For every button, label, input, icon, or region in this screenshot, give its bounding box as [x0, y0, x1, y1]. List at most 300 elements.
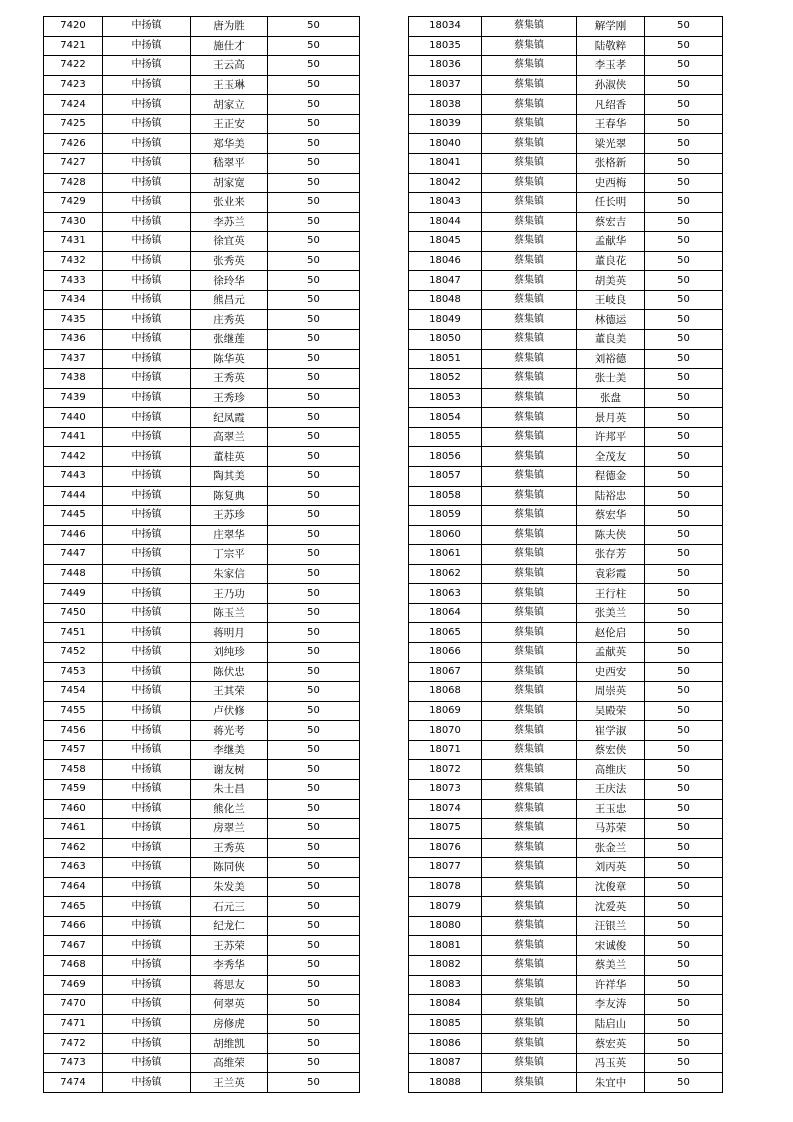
table-row — [44, 75, 360, 95]
town-cell: 中扬镇 — [103, 740, 191, 760]
town-cell: 蔡集镇 — [482, 408, 577, 428]
amount-cell: 50 — [645, 760, 723, 780]
table-row — [409, 1014, 723, 1034]
name-cell: 宋诚俊 — [577, 936, 645, 956]
town-cell: 蔡集镇 — [482, 17, 577, 37]
table-row — [44, 369, 360, 389]
row-id-cell: 18077 — [409, 858, 482, 878]
table-row — [409, 916, 723, 936]
town-cell: 蔡集镇 — [482, 1073, 577, 1093]
name-cell: 史西安 — [577, 662, 645, 682]
table-row — [409, 564, 723, 584]
row-id-cell: 7420 — [44, 17, 103, 37]
amount-cell: 50 — [645, 408, 723, 428]
name-cell: 张业来 — [191, 193, 268, 213]
name-cell: 张盘 — [577, 388, 645, 408]
amount-cell: 50 — [645, 1014, 723, 1034]
row-id-cell: 7468 — [44, 956, 103, 976]
name-cell: 沈爱英 — [577, 897, 645, 917]
amount-cell: 50 — [645, 916, 723, 936]
row-id-cell: 18040 — [409, 134, 482, 154]
table-row — [44, 17, 360, 37]
name-cell: 熊昌元 — [191, 290, 268, 310]
town-cell: 蔡集镇 — [482, 779, 577, 799]
name-cell: 董良美 — [577, 330, 645, 350]
town-cell: 中扬镇 — [103, 858, 191, 878]
amount-cell: 50 — [268, 643, 360, 663]
town-cell: 中扬镇 — [103, 643, 191, 663]
town-cell: 中扬镇 — [103, 408, 191, 428]
table-row — [409, 134, 723, 154]
row-id-cell: 18034 — [409, 17, 482, 37]
name-cell: 李玉孝 — [577, 56, 645, 76]
table-row — [44, 330, 360, 350]
row-id-cell: 18080 — [409, 916, 482, 936]
town-cell: 蔡集镇 — [482, 36, 577, 56]
name-cell: 蒋光考 — [191, 721, 268, 741]
town-cell: 中扬镇 — [103, 819, 191, 839]
row-id-cell: 18064 — [409, 603, 482, 623]
name-cell: 张格新 — [577, 153, 645, 173]
amount-cell: 50 — [268, 779, 360, 799]
table-row — [409, 1053, 723, 1073]
name-cell: 王乃功 — [191, 584, 268, 604]
amount-cell: 50 — [645, 349, 723, 369]
name-cell: 嵇翠平 — [191, 153, 268, 173]
town-cell: 蔡集镇 — [482, 75, 577, 95]
row-id-cell: 7447 — [44, 545, 103, 565]
row-id-cell: 7422 — [44, 56, 103, 76]
row-id-cell: 18068 — [409, 682, 482, 702]
amount-cell: 50 — [645, 17, 723, 37]
town-cell: 蔡集镇 — [482, 173, 577, 193]
town-cell: 中扬镇 — [103, 369, 191, 389]
amount-cell: 50 — [645, 330, 723, 350]
town-cell: 蔡集镇 — [482, 740, 577, 760]
name-cell: 凡绍香 — [577, 95, 645, 115]
name-cell: 孟献英 — [577, 643, 645, 663]
name-cell: 陆敬粹 — [577, 36, 645, 56]
row-id-cell: 7432 — [44, 251, 103, 271]
table-row — [44, 36, 360, 56]
town-cell: 中扬镇 — [103, 193, 191, 213]
table-row — [44, 193, 360, 213]
table-row — [409, 153, 723, 173]
amount-cell: 50 — [645, 975, 723, 995]
amount-cell: 50 — [645, 173, 723, 193]
row-id-cell: 7450 — [44, 603, 103, 623]
town-cell: 蔡集镇 — [482, 232, 577, 252]
table-row — [409, 506, 723, 526]
table-row — [44, 1014, 360, 1034]
name-cell: 王苏荣 — [191, 936, 268, 956]
name-cell: 王秀英 — [191, 369, 268, 389]
amount-cell: 50 — [645, 740, 723, 760]
table-row — [409, 584, 723, 604]
amount-cell: 50 — [645, 447, 723, 467]
town-cell: 蔡集镇 — [482, 466, 577, 486]
name-cell: 李友涛 — [577, 995, 645, 1015]
town-cell: 中扬镇 — [103, 36, 191, 56]
row-id-cell: 7456 — [44, 721, 103, 741]
town-cell: 中扬镇 — [103, 134, 191, 154]
name-cell: 徐宜英 — [191, 232, 268, 252]
row-id-cell: 18061 — [409, 545, 482, 565]
town-cell: 蔡集镇 — [482, 584, 577, 604]
table-row — [409, 995, 723, 1015]
row-id-cell: 7442 — [44, 447, 103, 467]
name-cell: 蔡宏英 — [577, 1034, 645, 1054]
table-row — [409, 877, 723, 897]
town-cell: 蔡集镇 — [482, 799, 577, 819]
amount-cell: 50 — [645, 75, 723, 95]
town-cell: 中扬镇 — [103, 525, 191, 545]
town-cell: 蔡集镇 — [482, 623, 577, 643]
amount-cell: 50 — [268, 545, 360, 565]
town-cell: 蔡集镇 — [482, 916, 577, 936]
name-cell: 王庆法 — [577, 779, 645, 799]
amount-cell: 50 — [268, 349, 360, 369]
name-cell: 丁宗平 — [191, 545, 268, 565]
amount-cell: 50 — [268, 721, 360, 741]
name-cell: 董良花 — [577, 251, 645, 271]
table-row — [44, 799, 360, 819]
row-id-cell: 18047 — [409, 271, 482, 291]
amount-cell: 50 — [268, 1073, 360, 1093]
row-id-cell: 18086 — [409, 1034, 482, 1054]
town-cell: 蔡集镇 — [482, 1014, 577, 1034]
name-cell: 周崇英 — [577, 682, 645, 702]
table-row — [44, 643, 360, 663]
table-row — [409, 525, 723, 545]
row-id-cell: 7428 — [44, 173, 103, 193]
town-cell: 中扬镇 — [103, 799, 191, 819]
town-cell: 中扬镇 — [103, 447, 191, 467]
town-cell: 蔡集镇 — [482, 995, 577, 1015]
table-row — [44, 564, 360, 584]
amount-cell: 50 — [645, 427, 723, 447]
name-cell: 蒋明月 — [191, 623, 268, 643]
name-cell: 王玉琳 — [191, 75, 268, 95]
amount-cell: 50 — [645, 819, 723, 839]
row-id-cell: 7436 — [44, 330, 103, 350]
row-id-cell: 7467 — [44, 936, 103, 956]
table-row — [409, 466, 723, 486]
amount-cell: 50 — [645, 584, 723, 604]
row-id-cell: 18070 — [409, 721, 482, 741]
row-id-cell: 18069 — [409, 701, 482, 721]
table-row — [44, 603, 360, 623]
town-cell: 中扬镇 — [103, 721, 191, 741]
amount-cell: 50 — [268, 114, 360, 134]
amount-cell: 50 — [268, 212, 360, 232]
amount-cell: 50 — [268, 1053, 360, 1073]
table-row — [44, 486, 360, 506]
town-cell: 中扬镇 — [103, 877, 191, 897]
amount-cell: 50 — [268, 662, 360, 682]
amount-cell: 50 — [268, 603, 360, 623]
row-id-cell: 18085 — [409, 1014, 482, 1034]
row-id-cell: 7474 — [44, 1073, 103, 1093]
name-cell: 朱宜中 — [577, 1073, 645, 1093]
amount-cell: 50 — [645, 525, 723, 545]
town-cell: 蔡集镇 — [482, 310, 577, 330]
name-cell: 唐为胜 — [191, 17, 268, 37]
table-row — [44, 721, 360, 741]
row-id-cell: 7462 — [44, 838, 103, 858]
row-id-cell: 7443 — [44, 466, 103, 486]
town-cell: 蔡集镇 — [482, 134, 577, 154]
amount-cell: 50 — [268, 1034, 360, 1054]
town-cell: 中扬镇 — [103, 486, 191, 506]
name-cell: 任长明 — [577, 193, 645, 213]
name-cell: 高维荣 — [191, 1053, 268, 1073]
amount-cell: 50 — [645, 212, 723, 232]
name-cell: 胡维凯 — [191, 1034, 268, 1054]
table-right — [408, 16, 723, 1093]
town-cell: 中扬镇 — [103, 153, 191, 173]
town-cell: 蔡集镇 — [482, 603, 577, 623]
name-cell: 卢伏修 — [191, 701, 268, 721]
row-id-cell: 18037 — [409, 75, 482, 95]
table-row — [44, 408, 360, 428]
table-row — [409, 95, 723, 115]
name-cell: 孙淑侠 — [577, 75, 645, 95]
amount-cell: 50 — [645, 271, 723, 291]
table-row — [409, 1034, 723, 1054]
table-row — [44, 682, 360, 702]
amount-cell: 50 — [268, 56, 360, 76]
table-row — [44, 212, 360, 232]
name-cell: 王兰英 — [191, 1073, 268, 1093]
row-id-cell: 18044 — [409, 212, 482, 232]
table-row — [409, 1073, 723, 1093]
name-cell: 孟献华 — [577, 232, 645, 252]
name-cell: 刘丙英 — [577, 858, 645, 878]
table-row — [44, 584, 360, 604]
table-row — [44, 1073, 360, 1093]
amount-cell: 50 — [645, 36, 723, 56]
town-cell: 中扬镇 — [103, 114, 191, 134]
amount-cell: 50 — [645, 1053, 723, 1073]
amount-cell: 50 — [645, 662, 723, 682]
table-row — [409, 740, 723, 760]
table-row — [44, 290, 360, 310]
amount-cell: 50 — [645, 193, 723, 213]
amount-cell: 50 — [645, 232, 723, 252]
table-row — [44, 838, 360, 858]
table-row — [409, 936, 723, 956]
town-cell: 蔡集镇 — [482, 564, 577, 584]
row-id-cell: 7431 — [44, 232, 103, 252]
name-cell: 陆裕忠 — [577, 486, 645, 506]
town-cell: 中扬镇 — [103, 936, 191, 956]
row-id-cell: 7423 — [44, 75, 103, 95]
table-row — [409, 545, 723, 565]
row-id-cell: 18082 — [409, 956, 482, 976]
town-cell: 蔡集镇 — [482, 193, 577, 213]
name-cell: 李秀华 — [191, 956, 268, 976]
row-id-cell: 7439 — [44, 388, 103, 408]
row-id-cell: 18036 — [409, 56, 482, 76]
amount-cell: 50 — [268, 701, 360, 721]
row-id-cell: 7466 — [44, 916, 103, 936]
name-cell: 董桂英 — [191, 447, 268, 467]
row-id-cell: 7472 — [44, 1034, 103, 1054]
row-id-cell: 18049 — [409, 310, 482, 330]
table-row — [44, 153, 360, 173]
amount-cell: 50 — [268, 17, 360, 37]
table-row — [409, 838, 723, 858]
amount-cell: 50 — [268, 193, 360, 213]
town-cell: 中扬镇 — [103, 427, 191, 447]
table-row — [44, 858, 360, 878]
amount-cell: 50 — [268, 760, 360, 780]
town-cell: 蔡集镇 — [482, 643, 577, 663]
name-cell: 许祥华 — [577, 975, 645, 995]
name-cell: 庄翠华 — [191, 525, 268, 545]
table-row — [44, 819, 360, 839]
town-cell: 蔡集镇 — [482, 662, 577, 682]
town-cell: 蔡集镇 — [482, 388, 577, 408]
name-cell: 刘裕德 — [577, 349, 645, 369]
town-cell: 蔡集镇 — [482, 525, 577, 545]
name-cell: 王岐良 — [577, 290, 645, 310]
name-cell: 徐玲华 — [191, 271, 268, 291]
table-row — [409, 760, 723, 780]
name-cell: 冯玉英 — [577, 1053, 645, 1073]
amount-cell: 50 — [268, 995, 360, 1015]
town-cell: 蔡集镇 — [482, 95, 577, 115]
name-cell: 朱发美 — [191, 877, 268, 897]
amount-cell: 50 — [268, 330, 360, 350]
amount-cell: 50 — [645, 1034, 723, 1054]
table-row — [409, 193, 723, 213]
town-cell: 蔡集镇 — [482, 1034, 577, 1054]
row-id-cell: 18042 — [409, 173, 482, 193]
name-cell: 景月英 — [577, 408, 645, 428]
amount-cell: 50 — [268, 682, 360, 702]
name-cell: 陈夫侠 — [577, 525, 645, 545]
table-row — [44, 779, 360, 799]
row-id-cell: 7445 — [44, 506, 103, 526]
table-row — [409, 682, 723, 702]
row-id-cell: 18039 — [409, 114, 482, 134]
table-row — [44, 349, 360, 369]
row-id-cell: 18054 — [409, 408, 482, 428]
name-cell: 张存芳 — [577, 545, 645, 565]
table-row — [409, 897, 723, 917]
row-id-cell: 7446 — [44, 525, 103, 545]
town-cell: 中扬镇 — [103, 95, 191, 115]
town-cell: 蔡集镇 — [482, 486, 577, 506]
town-cell: 中扬镇 — [103, 212, 191, 232]
name-cell: 梁光翠 — [577, 134, 645, 154]
town-cell: 中扬镇 — [103, 349, 191, 369]
amount-cell: 50 — [268, 897, 360, 917]
town-cell: 中扬镇 — [103, 995, 191, 1015]
table-row — [409, 114, 723, 134]
town-cell: 中扬镇 — [103, 330, 191, 350]
name-cell: 胡家宽 — [191, 173, 268, 193]
amount-cell: 50 — [645, 545, 723, 565]
name-cell: 全茂友 — [577, 447, 645, 467]
amount-cell: 50 — [645, 114, 723, 134]
table-row — [409, 408, 723, 428]
table-row — [409, 721, 723, 741]
row-id-cell: 18081 — [409, 936, 482, 956]
name-cell: 陶其美 — [191, 466, 268, 486]
name-cell: 高维庆 — [577, 760, 645, 780]
amount-cell: 50 — [645, 388, 723, 408]
row-id-cell: 7425 — [44, 114, 103, 134]
row-id-cell: 18058 — [409, 486, 482, 506]
row-id-cell: 18072 — [409, 760, 482, 780]
amount-cell: 50 — [268, 427, 360, 447]
name-cell: 王正安 — [191, 114, 268, 134]
name-cell: 蒋思友 — [191, 975, 268, 995]
row-id-cell: 7426 — [44, 134, 103, 154]
table-row — [44, 623, 360, 643]
town-cell: 蔡集镇 — [482, 153, 577, 173]
row-id-cell: 18043 — [409, 193, 482, 213]
amount-cell: 50 — [645, 623, 723, 643]
town-cell: 中扬镇 — [103, 916, 191, 936]
name-cell: 高翠兰 — [191, 427, 268, 447]
row-id-cell: 7430 — [44, 212, 103, 232]
town-cell: 中扬镇 — [103, 545, 191, 565]
table-row — [409, 643, 723, 663]
town-cell: 蔡集镇 — [482, 330, 577, 350]
name-cell: 蔡宏吉 — [577, 212, 645, 232]
amount-cell: 50 — [268, 310, 360, 330]
town-cell: 中扬镇 — [103, 975, 191, 995]
amount-cell: 50 — [645, 310, 723, 330]
row-id-cell: 18048 — [409, 290, 482, 310]
amount-cell: 50 — [268, 447, 360, 467]
row-id-cell: 18045 — [409, 232, 482, 252]
amount-cell: 50 — [645, 936, 723, 956]
amount-cell: 50 — [645, 1073, 723, 1093]
row-id-cell: 18065 — [409, 623, 482, 643]
name-cell: 谢友树 — [191, 760, 268, 780]
amount-cell: 50 — [268, 916, 360, 936]
row-id-cell: 18052 — [409, 369, 482, 389]
row-id-cell: 7457 — [44, 740, 103, 760]
amount-cell: 50 — [268, 134, 360, 154]
row-id-cell: 7449 — [44, 584, 103, 604]
amount-cell: 50 — [268, 740, 360, 760]
row-id-cell: 18084 — [409, 995, 482, 1015]
row-id-cell: 7459 — [44, 779, 103, 799]
table-row — [409, 212, 723, 232]
row-id-cell: 18063 — [409, 584, 482, 604]
town-cell: 蔡集镇 — [482, 877, 577, 897]
row-id-cell: 7461 — [44, 819, 103, 839]
town-cell: 蔡集镇 — [482, 251, 577, 271]
town-cell: 中扬镇 — [103, 779, 191, 799]
name-cell: 张继莲 — [191, 330, 268, 350]
name-cell: 胡美英 — [577, 271, 645, 291]
table-row — [44, 936, 360, 956]
table-row — [44, 897, 360, 917]
amount-cell: 50 — [645, 877, 723, 897]
table-row — [409, 486, 723, 506]
name-cell: 王其荣 — [191, 682, 268, 702]
table-row — [44, 545, 360, 565]
amount-cell: 50 — [645, 290, 723, 310]
table-row — [44, 701, 360, 721]
